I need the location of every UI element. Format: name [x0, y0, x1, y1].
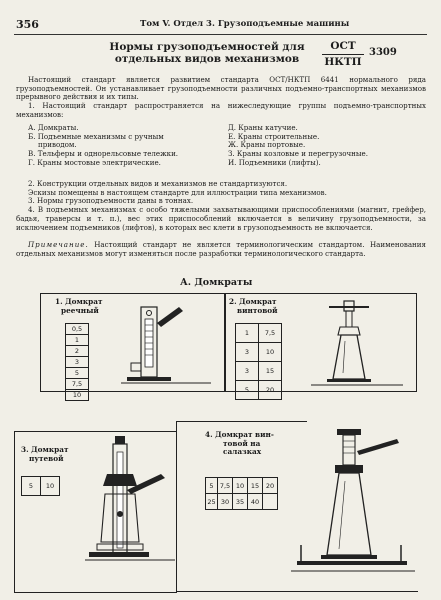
screw-jack-illustration	[307, 299, 407, 389]
jack-1-label	[55, 298, 102, 315]
list-item: Г. Краны мостовые электрические.	[28, 157, 161, 167]
list-item: А. Домкраты.	[28, 123, 79, 132]
standard-code	[318, 40, 368, 69]
jack-panel-4	[176, 421, 418, 592]
table-cell: 3	[236, 343, 259, 362]
jack-4-label-line-2: товой на салазках	[223, 438, 262, 456]
mechanism-list-left	[28, 124, 196, 168]
list-item: И. Подъемники (лифты).	[228, 157, 321, 167]
table-cell: 2	[66, 346, 89, 357]
jack-panel-3	[14, 431, 177, 593]
clauses	[16, 180, 426, 232]
table-cell: 10	[233, 478, 248, 494]
table-cell: 10	[41, 477, 60, 496]
standard-code-top: ОСТ	[330, 40, 356, 52]
table-cell: 1	[66, 335, 89, 346]
jack-4-top-rule	[177, 421, 307, 422]
table-cell: 15	[259, 362, 282, 381]
mechanism-list-right	[228, 124, 428, 168]
skid-jack-illustration	[291, 425, 415, 585]
section-title: А. Домкраты	[180, 277, 253, 288]
jack-3-capacity-table	[21, 476, 60, 496]
table-cell	[263, 494, 278, 510]
rack-jack-illustration	[121, 301, 213, 385]
table-cell: 3	[66, 357, 89, 368]
table-cell: 3	[236, 362, 259, 381]
list-item: З. Краны козловые и перегрузочные.	[228, 149, 368, 159]
jack-3-label	[21, 446, 68, 463]
table-cell: 5	[236, 381, 259, 400]
standard-code-rule	[322, 54, 364, 55]
table-cell: 40	[248, 494, 263, 510]
table-cell: 35	[233, 494, 248, 510]
clause-2-sketch-note: Эскизы помещены в настоящем стандарте для иллюстрации типа механизмов.	[28, 187, 327, 197]
clause-1: 1. Настоящий стандарт распространяется на нижеследующие группы подъемно-транспортных механизмов:	[16, 101, 426, 119]
running-title: Том V. Отдел 3. Грузоподъемные машины	[140, 19, 350, 29]
jack-2-capacity-table	[235, 323, 282, 400]
title-line-1: Нормы грузоподъемностей для	[109, 41, 305, 53]
list-item: Б. Подъемные механизмы с ручным приводом.	[28, 131, 164, 150]
header-rule	[14, 34, 427, 35]
table-cell: 5	[66, 368, 89, 379]
clause-3: 3. Нормы грузоподъемности даны в тоннах.	[28, 196, 194, 206]
table-cell: 10	[259, 343, 282, 362]
note-label: Примечание.	[28, 240, 89, 249]
table-cell: 7,5	[218, 478, 233, 494]
table-cell: 25	[206, 494, 218, 510]
note-text: Настоящий стандарт не является терминологическим стандартом. Наименования отдельных механизмов могут изменяться после разработки терминологического стандарта.	[16, 240, 426, 258]
table-cell: 7,5	[259, 324, 282, 343]
table-cell: 30	[218, 494, 233, 510]
jack-3-label-line-2: путевой	[29, 453, 64, 463]
jack-4-label-line-1: 4. Домкрат вин-	[205, 430, 274, 439]
track-jack-illustration	[85, 434, 177, 584]
table-cell: 5	[22, 477, 41, 496]
table-cell: 1	[236, 324, 259, 343]
intro-paragraph: Настоящий стандарт является развитием стандарта ОСТ/НКТП 6441 нормального ряда грузоподъемностей. Он устанавливает грузоподъемности различных подъемно-транспортных механизмов прерывного действия и их типы.	[16, 75, 426, 102]
standard-code-bottom: НКТП	[324, 56, 362, 68]
table-cell: 7,5	[66, 379, 89, 390]
jack-2-label-line-1: 2. Домкрат	[229, 297, 277, 306]
document-title	[107, 41, 307, 65]
list-item: Е. Краны строительные.	[228, 131, 320, 141]
jack-4-label	[205, 431, 285, 457]
table-cell: 0,5	[66, 324, 89, 335]
table-cell: 20	[259, 381, 282, 400]
jack-2-label	[229, 298, 278, 315]
jack-panel-1	[40, 293, 226, 399]
jack-panel-2	[224, 293, 417, 392]
jack-3-label-line-1: 3. Домкрат	[21, 445, 69, 454]
title-line-2: отдельных видов механизмов	[114, 53, 300, 65]
page-number: 356	[16, 18, 39, 31]
clause-2: 2. Конструкции отдельных видов и механизмов не стандартизуются.	[28, 179, 288, 188]
jack-1-label-line-2: реечный	[61, 305, 99, 315]
table-cell: 15	[248, 478, 263, 494]
jack-1-capacity-table	[65, 323, 89, 401]
list-item: Ж. Краны портовые.	[228, 140, 306, 150]
jack-2-label-line-2: винтовой	[237, 305, 278, 315]
list-item: В. Тельферы и однорельсовые тележки.	[28, 149, 179, 159]
clause-4: 4. В подъемных механизмах с особо тяжелыми захватывающими приспособлениями (магнит, грейфер, бадья, траверсы и т. п.), вес этих приспособлений включается в величину грузоподъемности, за исключением подъемников (лифтов), в которых вес клети в грузоподъемность не включается.	[16, 205, 426, 232]
table-cell: 10	[66, 390, 89, 401]
table-cell: 20	[263, 478, 278, 494]
note	[16, 241, 426, 258]
list-item: Д. Краны катучие.	[228, 123, 298, 132]
table-cell: 5	[206, 478, 218, 494]
jack-4-capacity-table	[205, 477, 278, 510]
standard-number: 3309	[369, 47, 397, 58]
jack-1-label-line-1: 1. Домкрат	[55, 297, 103, 306]
